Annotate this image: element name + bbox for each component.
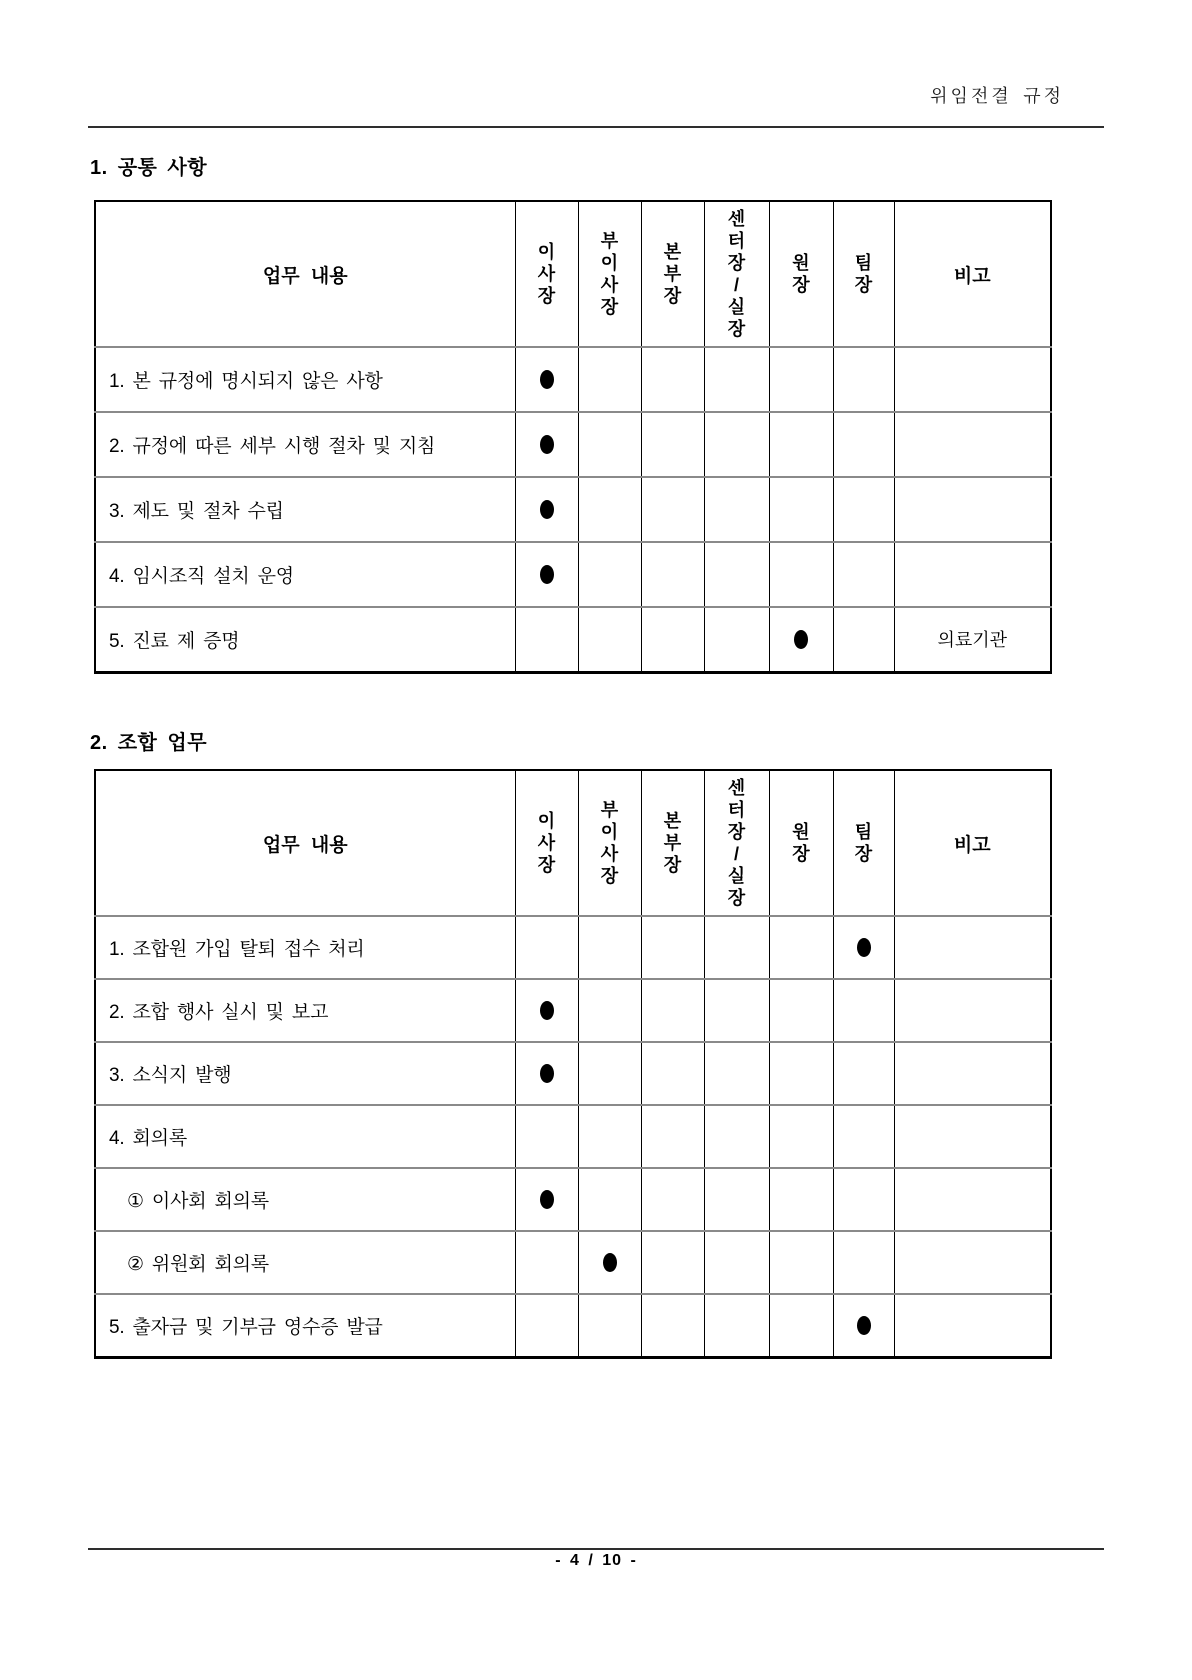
note-cell: 의료기관	[894, 607, 1051, 672]
approval-cell-본부장	[641, 542, 704, 607]
approval-mark	[857, 1316, 871, 1335]
approval-mark	[857, 938, 871, 957]
approval-cell-원장	[769, 1294, 833, 1357]
approval-cell-센터장/실장	[704, 1105, 769, 1168]
column-header-note: 비고	[894, 201, 1051, 347]
vertical-label: 부 이 사 장	[600, 230, 619, 317]
approval-cell-본부장	[641, 1042, 704, 1105]
task-cell: 4. 임시조직 설치 운영	[95, 542, 515, 607]
note-cell	[894, 916, 1051, 979]
vertical-label: 센 터 장 / 실 장	[727, 777, 746, 908]
task-cell: 4. 회의록	[95, 1105, 515, 1168]
note-cell	[894, 979, 1051, 1042]
approval-cell-이사장	[515, 477, 578, 542]
approval-cell-원장	[769, 542, 833, 607]
page-number: - 4 / 10 -	[555, 1552, 637, 1569]
note-cell	[894, 347, 1051, 412]
approval-cell-센터장/실장	[704, 607, 769, 672]
table-row	[95, 1168, 1051, 1231]
table-row	[95, 979, 1051, 1042]
task-cell: 3. 제도 및 절차 수립	[95, 477, 515, 542]
approval-cell-부이사장	[578, 1105, 641, 1168]
approval-cell-본부장	[641, 979, 704, 1042]
column-header-officer-5	[769, 201, 833, 347]
note-cell	[894, 542, 1051, 607]
table-row	[95, 347, 1051, 412]
approval-cell-부이사장	[578, 1294, 641, 1357]
approval-cell-센터장/실장	[704, 477, 769, 542]
approval-mark	[540, 370, 554, 389]
approval-mark	[794, 630, 808, 649]
approval-cell-이사장	[515, 542, 578, 607]
approval-cell-원장	[769, 1168, 833, 1231]
approval-cell-본부장	[641, 1231, 704, 1294]
matrix-header-row	[95, 201, 1051, 347]
approval-cell-본부장	[641, 607, 704, 672]
approval-cell-센터장/실장	[704, 1231, 769, 1294]
approval-cell-원장	[769, 1231, 833, 1294]
column-header-officer-6	[833, 770, 894, 916]
note-cell	[894, 1294, 1051, 1357]
approval-cell-원장	[769, 1105, 833, 1168]
vertical-label: 팀 장	[854, 252, 873, 295]
task-cell: 5. 진료 제 증명	[95, 607, 515, 672]
approval-cell-이사장	[515, 1042, 578, 1105]
approval-mark	[540, 435, 554, 454]
approval-matrix-table-union	[94, 769, 1052, 1359]
vertical-label: 본 부 장	[663, 241, 682, 306]
approval-mark	[540, 1190, 554, 1209]
approval-cell-센터장/실장	[704, 542, 769, 607]
approval-cell-센터장/실장	[704, 916, 769, 979]
note-cell	[894, 412, 1051, 477]
approval-mark	[603, 1253, 617, 1272]
table-row	[95, 1042, 1051, 1105]
approval-cell-부이사장	[578, 916, 641, 979]
approval-cell-팀장	[833, 412, 894, 477]
vertical-label: 원 장	[792, 821, 810, 864]
approval-cell-팀장	[833, 1231, 894, 1294]
approval-cell-본부장	[641, 412, 704, 477]
section-2-title: 2. 조합 업무	[90, 732, 208, 754]
vertical-label: 센 터 장 / 실 장	[727, 208, 746, 339]
vertical-label: 부 이 사 장	[600, 799, 619, 886]
approval-cell-본부장	[641, 347, 704, 412]
approval-cell-본부장	[641, 1105, 704, 1168]
column-header-officer-1	[515, 770, 578, 916]
note-cell	[894, 1168, 1051, 1231]
column-header-task: 업무 내용	[262, 265, 348, 287]
task-cell: 2. 규정에 따른 세부 시행 절차 및 지침	[95, 412, 515, 477]
approval-cell-팀장	[833, 477, 894, 542]
approval-cell-이사장	[515, 916, 578, 979]
footer-rule	[88, 1548, 1104, 1550]
approval-cell-부이사장	[578, 607, 641, 672]
approval-cell-팀장	[833, 979, 894, 1042]
approval-cell-이사장	[515, 347, 578, 412]
column-header-officer-2	[578, 770, 641, 916]
approval-cell-원장	[769, 607, 833, 672]
approval-cell-이사장	[515, 979, 578, 1042]
column-header-officer-5	[769, 770, 833, 916]
vertical-label: 이 사 장	[537, 241, 556, 306]
note-cell	[894, 477, 1051, 542]
approval-cell-센터장/실장	[704, 979, 769, 1042]
note-cell	[894, 1231, 1051, 1294]
approval-cell-이사장	[515, 1105, 578, 1168]
approval-cell-본부장	[641, 1168, 704, 1231]
approval-cell-센터장/실장	[704, 1294, 769, 1357]
task-cell: 3. 소식지 발행	[95, 1042, 515, 1105]
column-header-officer-3	[641, 201, 704, 347]
vertical-label: 본 부 장	[663, 810, 682, 875]
approval-cell-원장	[769, 916, 833, 979]
approval-cell-팀장	[833, 1168, 894, 1231]
vertical-label: 원 장	[792, 252, 810, 295]
approval-cell-부이사장	[578, 412, 641, 477]
approval-cell-센터장/실장	[704, 1042, 769, 1105]
table-row	[95, 1294, 1051, 1357]
approval-cell-부이사장	[578, 347, 641, 412]
table-row	[95, 916, 1051, 979]
vertical-label: 팀 장	[854, 821, 873, 864]
task-cell: ② 위원회 회의록	[95, 1231, 515, 1294]
column-header-officer-1	[515, 201, 578, 347]
column-header-task: 업무 내용	[262, 834, 348, 856]
table-row	[95, 1105, 1051, 1168]
table-row	[95, 477, 1051, 542]
task-cell: 5. 출자금 및 기부금 영수증 발급	[95, 1294, 515, 1357]
approval-cell-원장	[769, 1042, 833, 1105]
approval-mark	[540, 1064, 554, 1083]
approval-cell-부이사장	[578, 1042, 641, 1105]
approval-cell-팀장	[833, 1105, 894, 1168]
approval-mark	[540, 1001, 554, 1020]
approval-cell-부이사장	[578, 477, 641, 542]
matrix-header-row	[95, 770, 1051, 916]
task-cell: ① 이사회 회의록	[95, 1168, 515, 1231]
table-row	[95, 607, 1051, 672]
approval-mark	[540, 500, 554, 519]
approval-cell-원장	[769, 347, 833, 412]
approval-cell-원장	[769, 412, 833, 477]
note-cell	[894, 1105, 1051, 1168]
document-title: 위임전결 규정	[930, 86, 1064, 106]
column-header-officer-6	[833, 201, 894, 347]
column-header-officer-4	[704, 201, 769, 347]
approval-cell-이사장	[515, 1231, 578, 1294]
approval-cell-이사장	[515, 1168, 578, 1231]
approval-matrix-table-common	[94, 200, 1052, 674]
approval-cell-팀장	[833, 347, 894, 412]
approval-cell-팀장	[833, 1294, 894, 1357]
approval-cell-이사장	[515, 412, 578, 477]
section-1-title: 1. 공통 사항	[90, 157, 208, 179]
task-cell: 1. 본 규정에 명시되지 않은 사항	[95, 347, 515, 412]
approval-cell-부이사장	[578, 979, 641, 1042]
column-header-officer-3	[641, 770, 704, 916]
approval-cell-본부장	[641, 477, 704, 542]
table-row	[95, 542, 1051, 607]
table-row	[95, 412, 1051, 477]
vertical-label: 이 사 장	[537, 810, 556, 875]
approval-cell-센터장/실장	[704, 347, 769, 412]
task-cell: 2. 조합 행사 실시 및 보고	[95, 979, 515, 1042]
column-header-note: 비고	[894, 770, 1051, 916]
table-row	[95, 1231, 1051, 1294]
approval-cell-센터장/실장	[704, 412, 769, 477]
approval-cell-팀장	[833, 607, 894, 672]
approval-cell-부이사장	[578, 1168, 641, 1231]
header-rule	[88, 126, 1104, 128]
approval-cell-센터장/실장	[704, 1168, 769, 1231]
approval-cell-이사장	[515, 607, 578, 672]
approval-cell-본부장	[641, 916, 704, 979]
note-cell	[894, 1042, 1051, 1105]
approval-cell-팀장	[833, 542, 894, 607]
approval-cell-팀장	[833, 1042, 894, 1105]
approval-cell-원장	[769, 979, 833, 1042]
approval-cell-이사장	[515, 1294, 578, 1357]
approval-cell-부이사장	[578, 542, 641, 607]
column-header-officer-4	[704, 770, 769, 916]
approval-cell-원장	[769, 477, 833, 542]
approval-cell-팀장	[833, 916, 894, 979]
column-header-officer-2	[578, 201, 641, 347]
approval-cell-부이사장	[578, 1231, 641, 1294]
task-cell: 1. 조합원 가입 탈퇴 접수 처리	[95, 916, 515, 979]
page	[88, 0, 1104, 1680]
approval-cell-본부장	[641, 1294, 704, 1357]
approval-mark	[540, 565, 554, 584]
